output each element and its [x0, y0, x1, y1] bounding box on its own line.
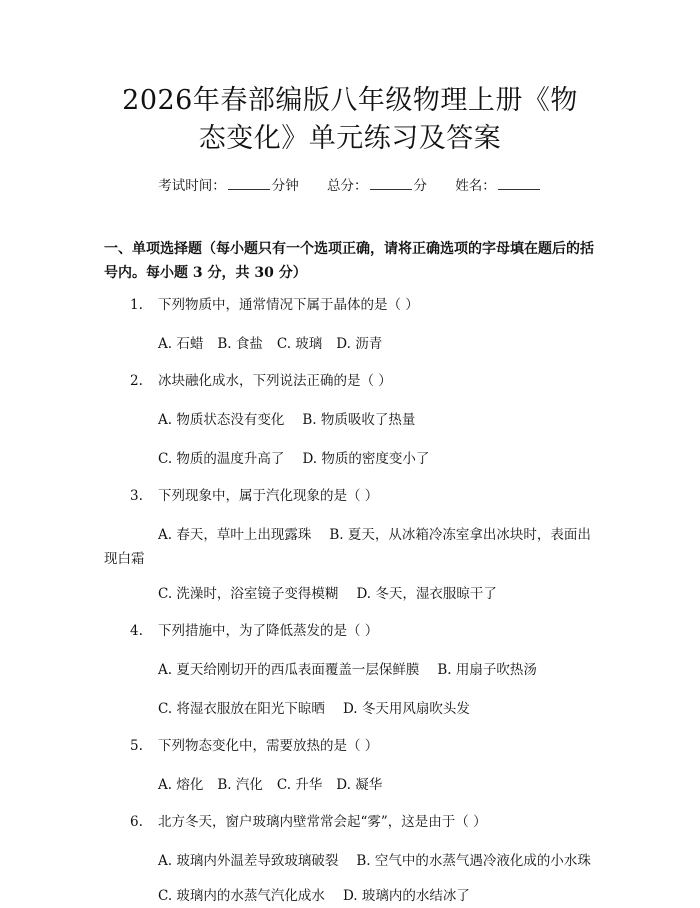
answer-option: C. 玻璃 [276, 336, 323, 352]
option-row [104, 523, 596, 571]
question-number: 1. [130, 297, 143, 313]
question-number: 4. [130, 623, 143, 639]
question-stem [104, 371, 596, 391]
answer-option: B. 用扇子吹热汤 [437, 662, 537, 678]
question-text: 下列物质中，通常情况下属于晶体的是（ ） [158, 297, 419, 313]
answer-option: A. 石蜡 [158, 336, 204, 352]
answer-option: D. 冬天，湿衣服晾干了 [356, 586, 497, 602]
answer-option: A. 物质状态没有变化 [158, 412, 285, 428]
answer-option: B. 空气中的水蒸气遇冷液化成的小水珠 [356, 853, 591, 869]
total-score-label: 总分： [327, 178, 368, 194]
option-row [104, 332, 596, 356]
total-score-unit: 分 [413, 178, 427, 194]
answer-option: C. 将湿衣服放在阳光下晾晒 [158, 701, 325, 717]
document-title: 2026年春部编版八年级物理上册《物态变化》单元练习及答案 [122, 85, 578, 154]
total-score-blank [370, 176, 412, 190]
exam-time-blank [228, 176, 270, 190]
answer-option: A. 春天，草叶上出现露珠 [158, 527, 312, 543]
option-row [104, 884, 596, 908]
question-item [104, 621, 596, 721]
answer-option: C. 玻璃内的水蒸气汽化成水 [158, 888, 325, 904]
answer-option: A. 夏天给刚切开的西瓜表面覆盖一层保鲜膜 [158, 662, 420, 678]
section-heading-single-choice: 一、单项选择题（每小题只有一个选项正确，请将正确选项的字母填在题后的括号内。每小题 3 分，共 30 分） [104, 241, 594, 281]
question-stem [104, 486, 596, 506]
question-item [104, 486, 596, 606]
student-name-blank [498, 176, 540, 190]
question-stem [104, 812, 596, 832]
answer-option: C. 物质的温度升高了 [158, 451, 285, 467]
question-item [104, 371, 596, 471]
answer-option: D. 物质的密度变小了 [302, 451, 430, 467]
answer-option: D. 凝华 [336, 777, 383, 793]
answer-option: D. 冬天用风扇吹头发 [342, 701, 470, 717]
option-row [104, 582, 596, 606]
answer-option: C. 洗澡时，浴室镜子变得模糊 [158, 586, 339, 602]
student-name-field [455, 176, 542, 196]
answer-option: C. 升华 [276, 777, 323, 793]
question-number: 3. [130, 488, 143, 504]
question-number: 2. [130, 373, 143, 389]
answer-option: B. 物质吸收了热量 [302, 412, 416, 428]
question-stem [104, 295, 596, 315]
total-score-field [327, 176, 427, 196]
option-row [104, 658, 596, 682]
answer-option: D. 玻璃内的水结冰了 [342, 888, 470, 904]
answer-option: D. 沥青 [336, 336, 383, 352]
answer-option: B. 夏天，从冰箱冷冻室拿出冰块时，表面出现白霜 [104, 527, 591, 567]
question-text: 下列物态变化中，需要放热的是（ ） [158, 738, 379, 754]
student-name-label: 姓名： [455, 178, 496, 194]
question-number: 5. [130, 738, 143, 754]
answer-option: B. 汽化 [217, 777, 263, 793]
question-text: 冰块融化成水，下列说法正确的是（ ） [158, 373, 392, 389]
question-item [104, 736, 596, 797]
question-text: 北方冬天，窗户玻璃内壁常常会起“雾”，这是由于（ ） [158, 814, 487, 830]
question-number: 6. [130, 814, 143, 830]
answer-option: A. 玻璃内外温差导致玻璃破裂 [158, 853, 339, 869]
option-row [104, 849, 596, 873]
question-stem [104, 736, 596, 756]
exam-time-field [158, 176, 299, 196]
question-text: 下列现象中，属于汽化现象的是（ ） [158, 488, 379, 504]
option-row [104, 773, 596, 797]
question-item [104, 812, 596, 908]
question-item [104, 295, 596, 356]
question-list [104, 295, 596, 908]
exam-time-unit: 分钟 [271, 178, 299, 194]
question-text: 下列措施中，为了降低蒸发的是（ ） [158, 623, 379, 639]
exam-time-label: 考试时间： [158, 178, 226, 194]
option-row [104, 697, 596, 721]
exam-info-line [104, 176, 596, 196]
option-row [104, 408, 596, 432]
option-row [104, 447, 596, 471]
answer-option: B. 食盐 [217, 336, 263, 352]
answer-option: A. 熔化 [158, 777, 204, 793]
question-stem [104, 621, 596, 641]
